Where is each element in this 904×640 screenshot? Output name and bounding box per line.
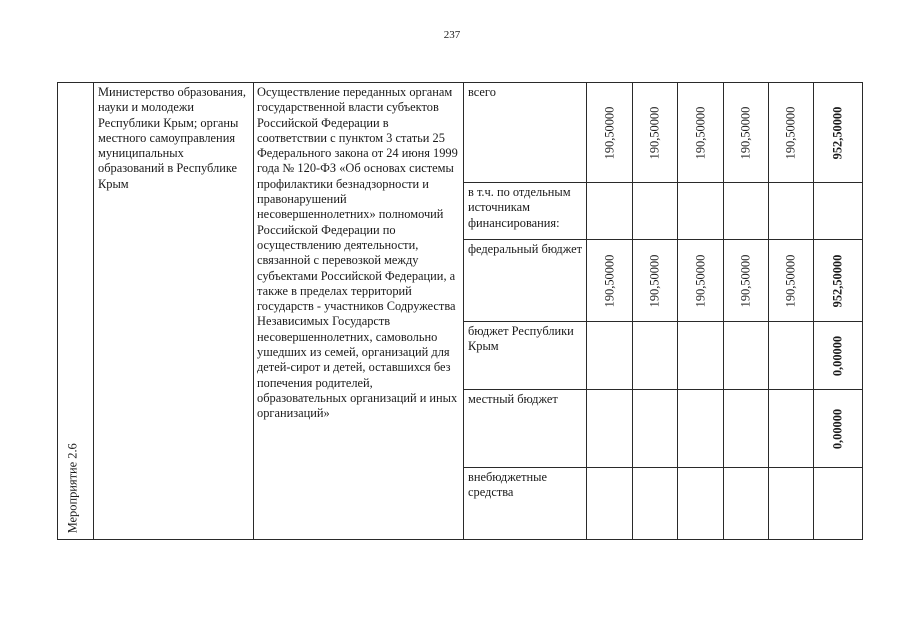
value-cell bbox=[769, 322, 814, 390]
total-value: 952,50000 bbox=[830, 106, 845, 159]
value-cell bbox=[587, 322, 633, 390]
value-cell bbox=[769, 240, 814, 322]
source-cell bbox=[464, 468, 587, 540]
value-cell bbox=[587, 183, 633, 240]
source-cell bbox=[464, 322, 587, 390]
total-cell bbox=[814, 183, 863, 240]
value: 190,50000 bbox=[738, 106, 753, 159]
value-cell bbox=[633, 240, 678, 322]
measure-label: Мероприятие 2.6 bbox=[65, 442, 80, 533]
source-label: местный бюджет bbox=[468, 392, 558, 406]
total-cell bbox=[814, 240, 863, 322]
source-label: в т.ч. по отдельным источникам финансирования: bbox=[468, 185, 571, 230]
value-cell bbox=[724, 83, 769, 183]
value-cell bbox=[769, 83, 814, 183]
total-cell bbox=[814, 83, 863, 183]
value-cell bbox=[724, 468, 769, 540]
source-label: внебюджетные средства bbox=[468, 470, 547, 500]
source-label: бюджет Республики Крым bbox=[468, 324, 574, 354]
value-cell bbox=[633, 390, 678, 468]
value: 190,50000 bbox=[692, 106, 707, 159]
value-cell bbox=[678, 390, 724, 468]
value: 190,50000 bbox=[647, 106, 662, 159]
value-cell bbox=[678, 240, 724, 322]
value-cell bbox=[587, 83, 633, 183]
value-cell bbox=[724, 390, 769, 468]
page-number: 237 bbox=[443, 29, 461, 41]
value: 190,50000 bbox=[738, 254, 753, 307]
funding-table bbox=[57, 82, 863, 540]
source-cell bbox=[464, 183, 587, 240]
source-label: всего bbox=[468, 85, 496, 99]
executor-cell bbox=[94, 83, 254, 540]
executor-text: Министерство образования, науки и молодежи Республики Крым; органы местного самоуправления муниципальных образований в Республике Крым bbox=[98, 85, 246, 191]
total-value: 0,00000 bbox=[830, 335, 845, 376]
value: 190,50000 bbox=[601, 106, 616, 159]
value-cell bbox=[678, 468, 724, 540]
value-cell bbox=[724, 322, 769, 390]
value-cell bbox=[769, 183, 814, 240]
total-cell bbox=[814, 322, 863, 390]
value: 190,50000 bbox=[783, 254, 798, 307]
value-cell bbox=[587, 390, 633, 468]
total-cell bbox=[814, 468, 863, 540]
value-cell bbox=[678, 183, 724, 240]
description-text: Осуществление переданных органам государственной власти субъектов Российской Федерации в соответствии с пунктом 3 статьи 25 Федерального закона от 24 июня 1999 года № 120-ФЗ «Об основах системы профилактики безнадзорности и правонарушений несовершеннолетних» полномочий Российской Федерации по осуществлению деятельности, связанной с перевозкой между субъектами Российской Федерации, а также в пределах территорий государств - участников Содружества Независимых Государств несовершеннолетних, самовольно ушедших из семей, организаций для детей-сирот и детей, оставшихся без попечения родителей, образовательных организаций и иных организаций» bbox=[257, 85, 458, 421]
value-cell bbox=[769, 468, 814, 540]
value-cell bbox=[633, 183, 678, 240]
value: 190,50000 bbox=[601, 254, 616, 307]
value-cell bbox=[678, 83, 724, 183]
value-cell bbox=[633, 83, 678, 183]
value: 190,50000 bbox=[647, 254, 662, 307]
value: 190,50000 bbox=[692, 254, 707, 307]
value-cell bbox=[724, 240, 769, 322]
source-cell bbox=[464, 390, 587, 468]
source-label: федеральный бюджет bbox=[468, 242, 583, 256]
description-cell bbox=[254, 83, 464, 540]
value-cell bbox=[633, 322, 678, 390]
value-cell bbox=[633, 468, 678, 540]
value-cell bbox=[587, 468, 633, 540]
value-cell bbox=[769, 390, 814, 468]
table-row bbox=[58, 83, 863, 183]
value-cell bbox=[724, 183, 769, 240]
source-cell bbox=[464, 240, 587, 322]
value-cell bbox=[587, 240, 633, 322]
total-value: 0,00000 bbox=[830, 408, 845, 449]
value: 190,50000 bbox=[783, 106, 798, 159]
value-cell bbox=[678, 322, 724, 390]
measure-label-cell bbox=[58, 83, 94, 540]
source-cell bbox=[464, 83, 587, 183]
total-value: 952,50000 bbox=[830, 254, 845, 307]
total-cell bbox=[814, 390, 863, 468]
